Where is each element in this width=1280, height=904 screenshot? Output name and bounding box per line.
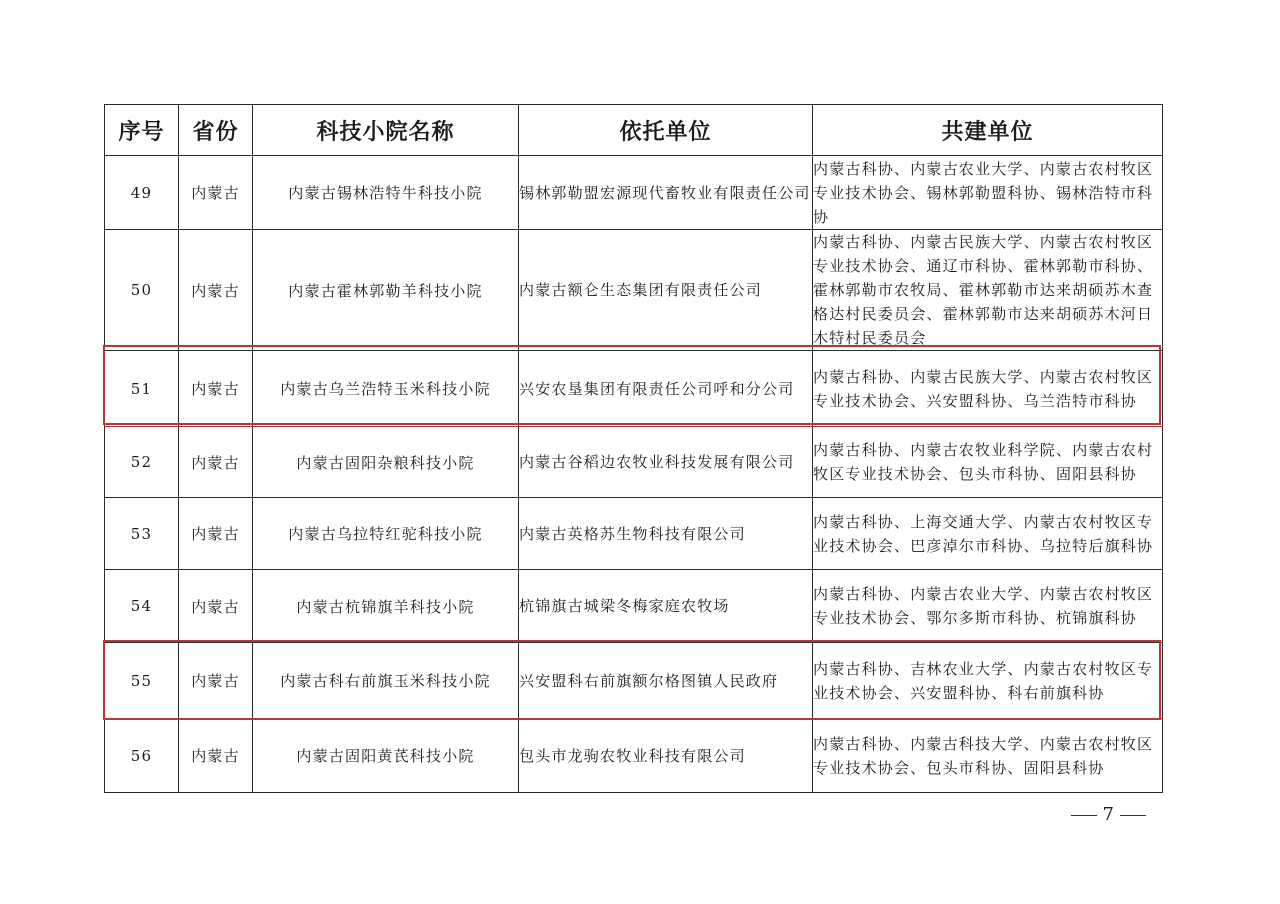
cell-province: 内蒙古: [179, 156, 253, 230]
cell-host-unit: 兴安盟科右前旗额尔格图镇人民政府: [519, 643, 813, 719]
cell-province: 内蒙古: [179, 230, 253, 351]
cell-partner-units: 内蒙古科协、内蒙古农牧业科学院、内蒙古农村牧区专业技术协会、包头市科协、固阳县科协: [813, 427, 1163, 498]
cell-serial-number: 55: [105, 643, 179, 719]
table-header-row: [105, 105, 1163, 156]
cell-serial-number: 54: [105, 570, 179, 643]
cell-serial-number: 52: [105, 427, 179, 498]
table-row: [105, 156, 1163, 230]
cell-partner-units: 内蒙古科协、内蒙古科技大学、内蒙古农村牧区专业技术协会、包头市科协、固阳县科协: [813, 719, 1163, 793]
table-row: [105, 427, 1163, 498]
page-number: [1065, 804, 1152, 825]
cell-serial-number: 51: [105, 351, 179, 427]
table-row-highlighted: [105, 643, 1163, 719]
cell-province: 内蒙古: [179, 570, 253, 643]
cell-host-unit: 内蒙古额仑生态集团有限责任公司: [519, 230, 813, 351]
cell-partner-units: 内蒙古科协、内蒙古民族大学、内蒙古农村牧区专业技术协会、通辽市科协、霍林郭勒市科协、霍林郭勒市农牧局、霍林郭勒市达来胡硕苏木查格达村民委员会、霍林郭勒市达来胡硕苏木河日木特村民委员会: [813, 230, 1163, 351]
cell-courtyard-name: 内蒙古霍林郭勒羊科技小院: [253, 230, 519, 351]
page-number-dash-left: [1071, 815, 1097, 816]
cell-partner-units: 内蒙古科协、内蒙古农业大学、内蒙古农村牧区专业技术协会、鄂尔多斯市科协、杭锦旗科协: [813, 570, 1163, 643]
table-row: [105, 719, 1163, 793]
cell-serial-number: 50: [105, 230, 179, 351]
cell-host-unit: 锡林郭勒盟宏源现代畜牧业有限责任公司: [519, 156, 813, 230]
cell-province: 内蒙古: [179, 643, 253, 719]
table-row: [105, 498, 1163, 570]
cell-courtyard-name: 内蒙古杭锦旗羊科技小院: [253, 570, 519, 643]
page-number-value: 7: [1102, 804, 1114, 825]
cell-courtyard-name: 内蒙古科右前旗玉米科技小院: [253, 643, 519, 719]
header-serial-number: 序号: [105, 105, 179, 156]
table-row: [105, 230, 1163, 351]
cell-serial-number: 56: [105, 719, 179, 793]
cell-province: 内蒙古: [179, 351, 253, 427]
cell-courtyard-name: 内蒙古固阳黄芪科技小院: [253, 719, 519, 793]
page-number-dash-right: [1120, 815, 1146, 816]
cell-host-unit: 杭锦旗古城梁冬梅家庭农牧场: [519, 570, 813, 643]
cell-courtyard-name: 内蒙古乌拉特红驼科技小院: [253, 498, 519, 570]
cell-courtyard-name: 内蒙古乌兰浩特玉米科技小院: [253, 351, 519, 427]
header-host-unit: 依托单位: [519, 105, 813, 156]
cell-host-unit: 内蒙古英格苏生物科技有限公司: [519, 498, 813, 570]
cell-province: 内蒙古: [179, 719, 253, 793]
header-courtyard-name: 科技小院名称: [253, 105, 519, 156]
cell-partner-units: 内蒙古科协、上海交通大学、内蒙古农村牧区专业技术协会、巴彦淖尔市科协、乌拉特后旗科协: [813, 498, 1163, 570]
cell-host-unit: 包头市龙驹农牧业科技有限公司: [519, 719, 813, 793]
cell-courtyard-name: 内蒙古固阳杂粮科技小院: [253, 427, 519, 498]
cell-serial-number: 49: [105, 156, 179, 230]
cell-host-unit: 兴安农垦集团有限责任公司呼和分公司: [519, 351, 813, 427]
table-row-highlighted: [105, 351, 1163, 427]
cell-province: 内蒙古: [179, 498, 253, 570]
cell-courtyard-name: 内蒙古锡林浩特牛科技小院: [253, 156, 519, 230]
header-province: 省份: [179, 105, 253, 156]
cell-province: 内蒙古: [179, 427, 253, 498]
cell-partner-units: 内蒙古科协、内蒙古民族大学、内蒙古农村牧区专业技术协会、兴安盟科协、乌兰浩特市科协: [813, 351, 1163, 427]
cell-partner-units: 内蒙古科协、内蒙古农业大学、内蒙古农村牧区专业技术协会、锡林郭勒盟科协、锡林浩特市科协: [813, 156, 1163, 230]
institution-table: [104, 104, 1163, 793]
cell-host-unit: 内蒙古谷稻边农牧业科技发展有限公司: [519, 427, 813, 498]
header-partner-units: 共建单位: [813, 105, 1163, 156]
cell-partner-units: 内蒙古科协、吉林农业大学、内蒙古农村牧区专业技术协会、兴安盟科协、科右前旗科协: [813, 643, 1163, 719]
cell-serial-number: 53: [105, 498, 179, 570]
table-row: [105, 570, 1163, 643]
